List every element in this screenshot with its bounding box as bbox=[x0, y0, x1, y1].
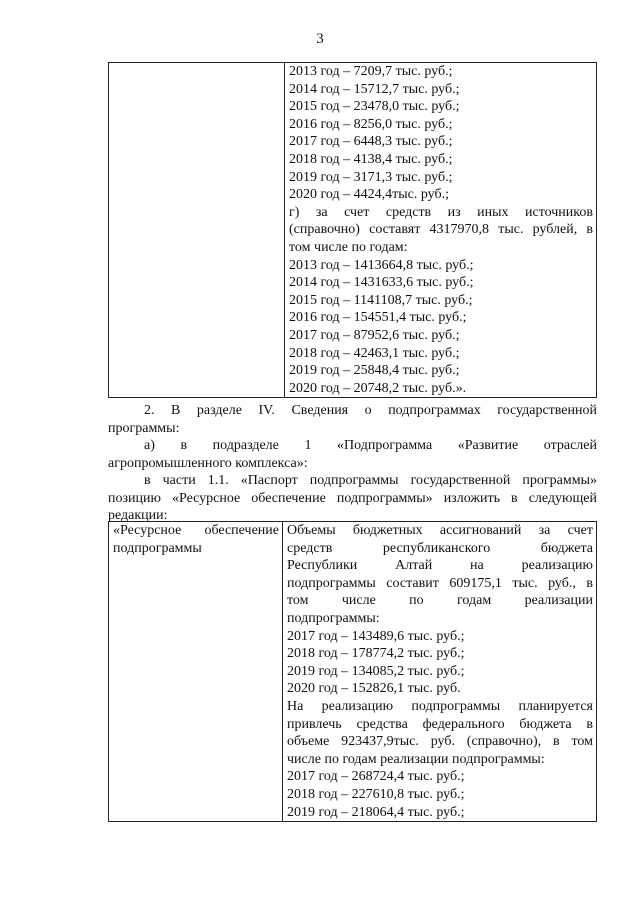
funding-line: 2019 год – 218064,4 тыс. руб.; bbox=[287, 804, 465, 820]
funding-line: 2018 год – 42463,1 тыс. руб.; bbox=[289, 345, 460, 361]
funding-line: 2015 год – 23478,0 тыс. руб.; bbox=[289, 99, 460, 115]
section-iv-paragraph: 2. В разделе IV. Сведения о подпрограммах государственной программы: bbox=[108, 403, 597, 436]
funding-line: 2014 год – 1431633,6 тыс. руб.; bbox=[289, 275, 474, 291]
federal-budget-text: числе по годам реализации подпрограммы: bbox=[287, 751, 545, 767]
funding-line: 2013 год – 7209,7 тыс. руб.; bbox=[289, 64, 453, 79]
funding-line: 2018 год – 4138,4 тыс. руб.; bbox=[289, 151, 453, 167]
funding-line: 2018 год – 227610,8 тыс. руб.; bbox=[287, 786, 465, 802]
page-number: 3 bbox=[316, 31, 324, 47]
resource-provision-table bbox=[108, 521, 597, 822]
other-sources-text: г) за счет средств из иных источников bbox=[289, 204, 593, 220]
funding-line: 2018 год – 178774,2 тыс. руб.; bbox=[287, 646, 465, 662]
funding-line: 2017 год – 6448,3 тыс. руб.; bbox=[289, 134, 453, 150]
budget-text: подпрограммы составит 609175,1 тыс. руб., в bbox=[287, 575, 593, 591]
subsection-1-paragraph: а) в подразделе 1 «Подпрограмма «Развитие отраслей агропромышленного комплекса»: bbox=[108, 438, 597, 471]
budget-text: Объемы бюджетных ассигнований за счет bbox=[287, 523, 593, 538]
funding-line: 2014 год – 15712,7 тыс. руб.; bbox=[289, 81, 460, 97]
funding-line: 2019 год – 3171,3 тыс. руб.; bbox=[289, 169, 453, 185]
funding-line: 2013 год – 1413664,8 тыс. руб.; bbox=[289, 257, 474, 273]
empty-left-cell bbox=[109, 63, 285, 398]
funding-line: 2017 год – 87952,6 тыс. руб.; bbox=[289, 327, 460, 343]
funding-line: 2020 год – 4424,4тыс. руб.; bbox=[289, 187, 449, 203]
funding-line: 2019 год – 134085,2 тыс. руб.; bbox=[287, 663, 465, 679]
federal-budget-text: На реализацию подпрограммы планируется bbox=[287, 698, 593, 714]
budget-text: средств республиканского бюджета bbox=[287, 540, 593, 556]
funding-line: 2020 год – 152826,1 тыс. руб. bbox=[287, 681, 461, 697]
budget-text: подпрограммы: bbox=[287, 610, 380, 626]
funding-line: 2020 год – 20748,2 тыс. руб.». bbox=[289, 380, 467, 396]
other-sources-text: (справочно) составят 4317970,8 тыс. рублей, в bbox=[289, 222, 593, 238]
resource-provision-label: «Ресурсное обеспечение bbox=[113, 523, 279, 538]
funding-line: 2017 год – 143489,6 тыс. руб.; bbox=[287, 628, 465, 644]
funding-line: 2016 год – 154551,4 тыс. руб.; bbox=[289, 310, 467, 326]
federal-budget-text: привлечь средства федерального бюджета в bbox=[287, 716, 593, 732]
resource-provision-label: подпрограммы bbox=[113, 540, 202, 556]
funding-years-cell bbox=[285, 63, 597, 398]
budget-text: Республики Алтай на реализацию bbox=[287, 558, 593, 574]
other-sources-text: том числе по годам: bbox=[289, 239, 408, 255]
funding-line: 2017 год – 268724,4 тыс. руб.; bbox=[287, 769, 465, 785]
budget-text: том числе по годам реализации bbox=[287, 593, 593, 609]
resource-provision-value-cell bbox=[283, 522, 597, 822]
part-1-1-paragraph: в части 1.1. «Паспорт подпрограммы государственной программы» позицию «Ресурсное обеспечение подпрограммы» изложить в следующей редакции: bbox=[108, 473, 597, 524]
resource-provision-label-cell bbox=[109, 522, 283, 822]
funding-line: 2019 год – 25848,4 тыс. руб.; bbox=[289, 363, 460, 379]
funding-line: 2016 год – 8256,0 тыс. руб.; bbox=[289, 116, 453, 132]
funding-table-continued bbox=[108, 62, 597, 398]
funding-line: 2015 год – 1141108,7 тыс. руб.; bbox=[289, 292, 473, 308]
federal-budget-text: объеме 923437,9тыс. руб. (справочно), в том bbox=[287, 734, 593, 750]
